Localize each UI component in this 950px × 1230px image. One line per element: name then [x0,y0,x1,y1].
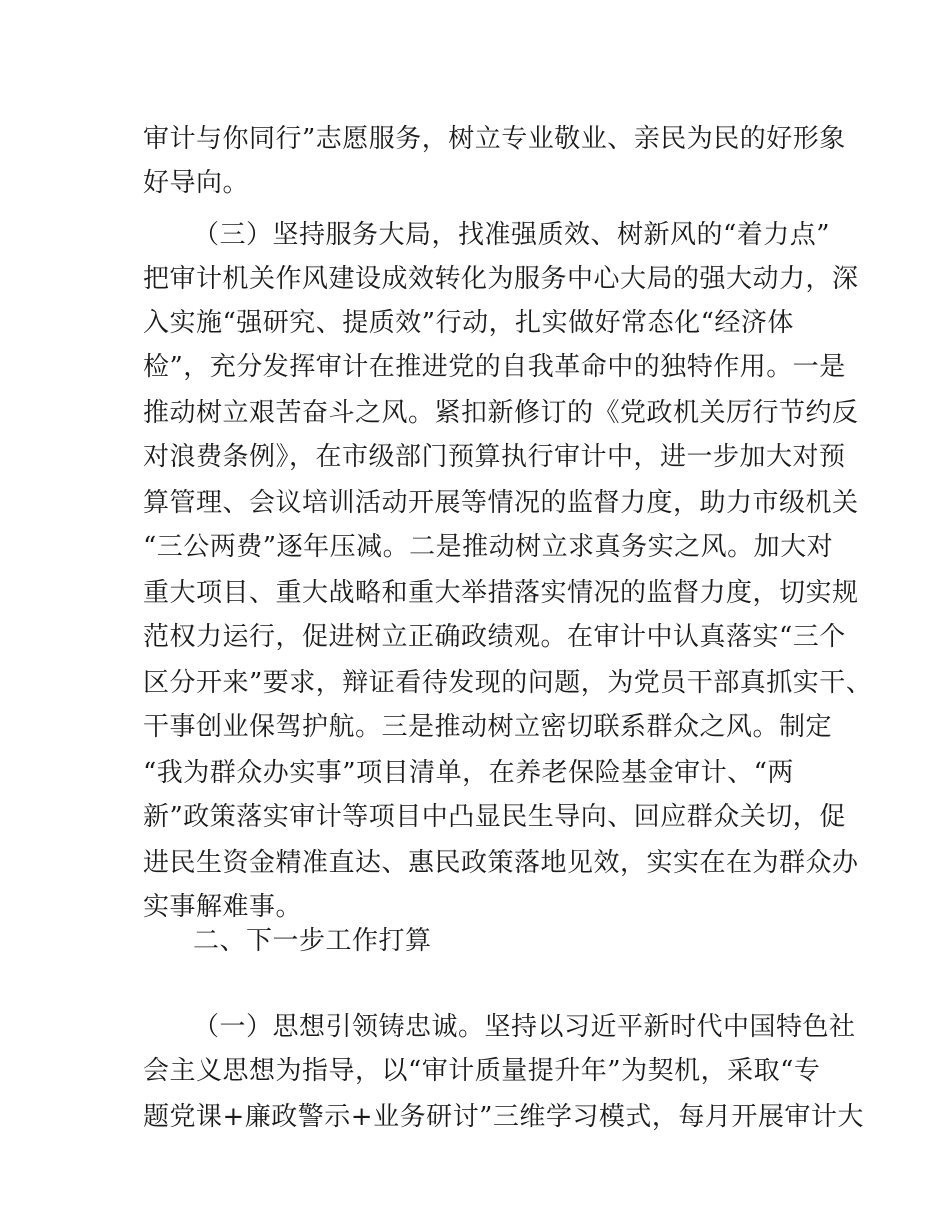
text-line: 好导向。 [143,168,250,198]
text-line: “三公两费”逐年压减。二是推动树立求真务实之风。加大对 [143,532,834,562]
text-line: 实事解难事。 [143,892,303,922]
text-line: 题党课+廉政警示+业务研讨”三维学习模式，每月开展审计大 [143,1102,864,1132]
text-line: 新”政策落实审计等项目中凸显民生导向、回应群众关切，促 [143,802,846,832]
text-line: 会主义思想为指导，以“审计质量提升年”为契机，采取“专 [143,1056,821,1086]
subsection-heading: （一）思想引领铸忠诚。坚持以习近平新时代中国特色社 [193,1012,856,1042]
text-line: 对浪费条例》，在市级部门预算执行审计中，进一步加大对预 [143,442,846,472]
text-line: 检”，充分发挥审计在推进党的自我革命中的独特作用。一是 [143,352,846,382]
section-heading: 二、下一步工作打算 [193,926,432,956]
section-heading: （三）坚持服务大局，找准强质效、树新风的“着力点” [193,220,831,250]
text-line: 入实施“强研究、提质效”行动，扎实做好常态化“经济体 [143,308,794,338]
text-line: 算管理、会议培训活动开展等情况的监督力度，助力市级机关 [143,488,859,518]
text-line: 区分开来”要求，辩证看待发现的问题，为党员干部真抓实干、 [143,668,873,698]
text-line: 进民生资金精准直达、惠民政策落地见效，实实在在为群众办 [143,848,859,878]
text-line: 重大项目、重大战略和重大举措落实情况的监督力度，切实规 [143,578,859,608]
text-line: 干事创业保驾护航。三是推动树立密切联系群众之风。制定 [143,712,833,742]
text-line: 推动树立艰苦奋斗之风。紧扣新修订的《党政机关厉行节约反 [143,398,859,428]
text-line: 把审计机关作风建设成效转化为服务中心大局的强大动力，深 [143,264,859,294]
text-line: 审计与你同行”志愿服务，树立专业敬业、亲民为民的好形象 [143,124,846,154]
text-line: “我为群众办实事”项目清单，在养老保险基金审计、“两 [143,758,794,788]
text-line: 范权力运行，促进树立正确政绩观。在审计中认真落实“三个 [143,622,846,652]
